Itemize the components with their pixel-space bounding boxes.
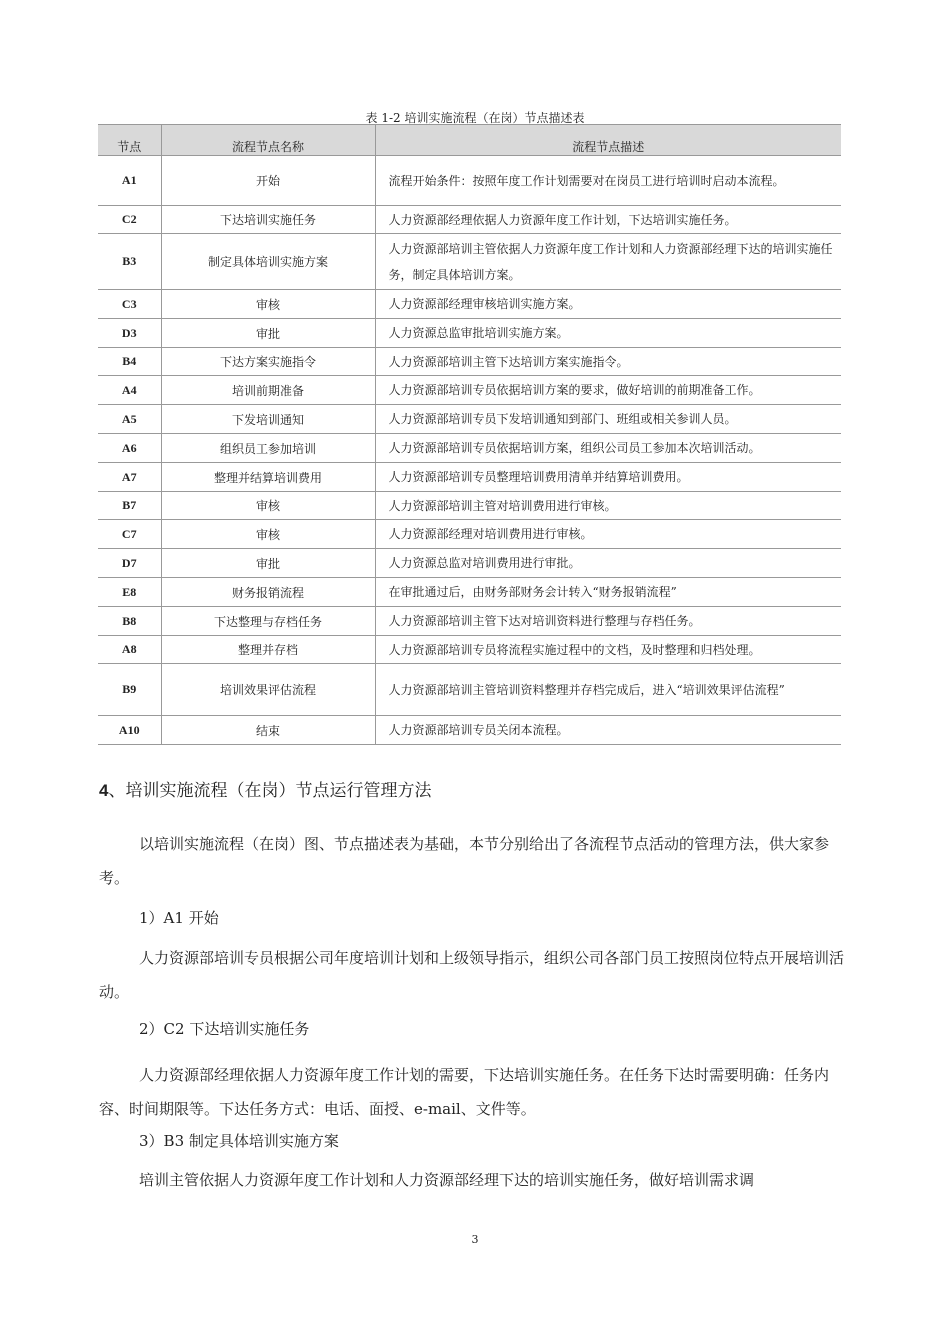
table-row (98, 376, 841, 405)
table-row (98, 463, 841, 492)
node-name: 财务报销流程 (161, 578, 375, 607)
node-name: 结束 (161, 716, 375, 745)
node-code: B9 (98, 664, 161, 716)
section-heading (99, 776, 431, 801)
node-description: 人力资源部培训主管对培训费用进行审核。 (375, 492, 841, 520)
node-name: 审批 (161, 319, 375, 348)
node-code: C7 (98, 520, 161, 549)
node-description: 人力资源部培训主管依据人力资源年度工作计划和人力资源部经理下达的培训实施任务，制定具体培训方案。 (375, 234, 841, 290)
node-description: 人力资源部培训主管培训资料整理并存档完成后，进入“培训效果评估流程” (375, 664, 841, 716)
table-header-row (98, 125, 841, 156)
node-code: C3 (98, 290, 161, 319)
item-heading: 2）C2 下达培训实施任务 (139, 1020, 310, 1038)
item-paragraph: 人力资源部经理依据人力资源年度工作计划的需要，下达培训实施任务。在任务下达时需要明确：任务内容、时间期限等。下达任务方式：电话、面授、e-mail、文件等。 (99, 1066, 830, 1118)
node-name: 下达培训实施任务 (161, 206, 375, 234)
section-number: 4 (99, 781, 109, 800)
item-paragraph: 培训主管依据人力资源年度工作计划和人力资源部经理下达的培训实施任务，做好培训需求调 (139, 1171, 755, 1189)
node-name: 整理并存档 (161, 636, 375, 664)
node-description: 人力资源部培训专员将流程实施过程中的文档，及时整理和归档处理。 (375, 636, 841, 664)
table-row (98, 405, 841, 434)
header-node: 节点 (98, 125, 161, 156)
node-name: 下达方案实施指令 (161, 348, 375, 376)
table-row (98, 716, 841, 745)
node-code: B3 (98, 234, 161, 290)
node-description: 人力资源部培训专员下发培训通知到部门、班组或相关参训人员。 (375, 405, 841, 434)
node-code: E8 (98, 578, 161, 607)
node-code: A5 (98, 405, 161, 434)
node-code: A6 (98, 434, 161, 463)
node-name: 下达整理与存档任务 (161, 607, 375, 636)
node-name: 开始 (161, 156, 375, 206)
item-heading: 3）B3 制定具体培训实施方案 (139, 1132, 339, 1150)
node-description: 人力资源部培训主管下达对培训资料进行整理与存档任务。 (375, 607, 841, 636)
table-row (98, 520, 841, 549)
node-code: A10 (98, 716, 161, 745)
node-name: 整理并结算培训费用 (161, 463, 375, 492)
node-description: 人力资源部培训专员依据培训方案，组织公司员工参加本次培训活动。 (375, 434, 841, 463)
node-description: 在审批通过后，由财务部财务会计转入“财务报销流程” (375, 578, 841, 607)
table-row (98, 348, 841, 376)
node-name: 审核 (161, 520, 375, 549)
table-row (98, 492, 841, 520)
node-name: 制定具体培训实施方案 (161, 234, 375, 290)
table-caption: 表 1-2 培训实施流程（在岗）节点描述表 (365, 111, 585, 125)
node-description: 流程开始条件：按照年度工作计划需要对在岗员工进行培训时启动本流程。 (375, 156, 841, 206)
node-code: A8 (98, 636, 161, 664)
table-row (98, 290, 841, 319)
node-code: D3 (98, 319, 161, 348)
intro-paragraph: 以培训实施流程（在岗）图、节点描述表为基础，本节分别给出了各流程节点活动的管理方法，供大家参考。 (99, 835, 830, 887)
table-row (98, 206, 841, 234)
header-node-name: 流程节点名称 (161, 125, 375, 156)
node-name: 培训效果评估流程 (161, 664, 375, 716)
section-title: 、培训实施流程（在岗）节点运行管理方法 (108, 781, 432, 801)
node-name: 下发培训通知 (161, 405, 375, 434)
node-name: 审批 (161, 549, 375, 578)
node-description: 人力资源部经理依据人力资源年度工作计划，下达培训实施任务。 (375, 206, 841, 234)
node-code: B4 (98, 348, 161, 376)
item-paragraph: 人力资源部培训专员根据公司年度培训计划和上级领导指示，组织公司各部门员工按照岗位特点开展培训活动。 (99, 949, 845, 1001)
node-description: 人力资源总监对培训费用进行审批。 (375, 549, 841, 578)
node-name: 培训前期准备 (161, 376, 375, 405)
table-row (98, 636, 841, 664)
node-code: A7 (98, 463, 161, 492)
table-row (98, 319, 841, 348)
node-description: 人力资源部培训专员整理培训费用清单并结算培训费用。 (375, 463, 841, 492)
node-description: 人力资源部经理审核培训实施方案。 (375, 290, 841, 319)
node-description-table (98, 124, 841, 745)
node-code: D7 (98, 549, 161, 578)
node-code: B7 (98, 492, 161, 520)
page-number: 3 (471, 1233, 479, 1246)
table-row (98, 607, 841, 636)
node-code: C2 (98, 206, 161, 234)
table-row (98, 234, 841, 290)
node-name: 审核 (161, 492, 375, 520)
node-description: 人力资源部经理对培训费用进行审核。 (375, 520, 841, 549)
node-description: 人力资源部培训专员依据培训方案的要求，做好培训的前期准备工作。 (375, 376, 841, 405)
node-code: A1 (98, 156, 161, 206)
node-name: 组织员工参加培训 (161, 434, 375, 463)
node-code: B8 (98, 607, 161, 636)
table-row (98, 578, 841, 607)
node-description: 人力资源总监审批培训实施方案。 (375, 319, 841, 348)
table-row (98, 156, 841, 206)
header-node-description: 流程节点描述 (375, 125, 841, 156)
item-heading: 1）A1 开始 (139, 909, 219, 927)
table-row (98, 664, 841, 716)
node-description: 人力资源部培训主管下达培训方案实施指令。 (375, 348, 841, 376)
node-name: 审核 (161, 290, 375, 319)
table-row (98, 434, 841, 463)
node-code: A4 (98, 376, 161, 405)
node-description: 人力资源部培训专员关闭本流程。 (375, 716, 841, 745)
table-row (98, 549, 841, 578)
